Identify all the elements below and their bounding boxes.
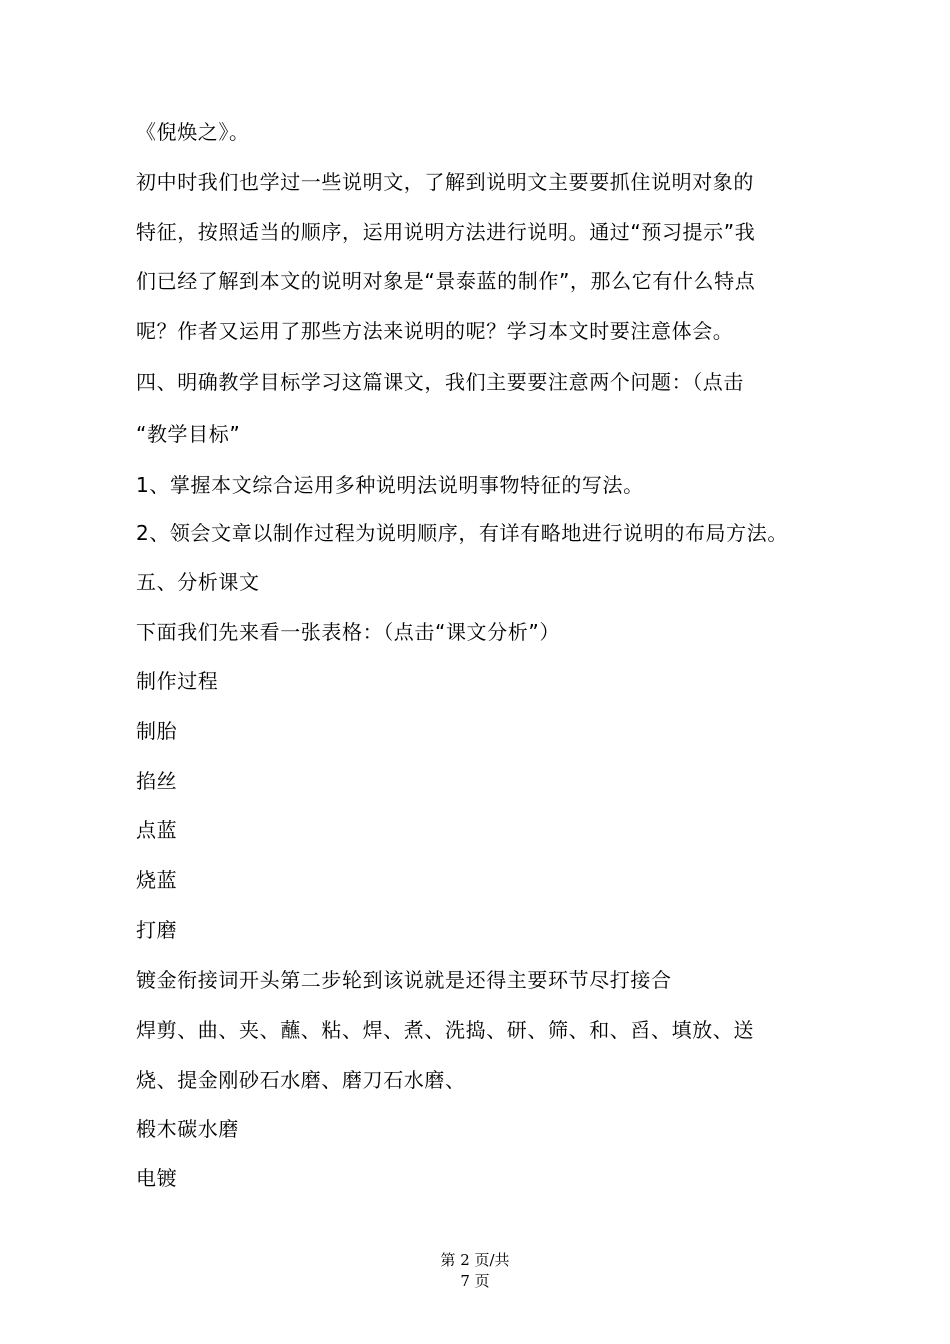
page-number-line-2: 7 页: [460, 1272, 490, 1290]
text-line-1: 《倪焕之》。: [136, 120, 250, 144]
text-line-20: 烧、提金刚砂石水磨、磨刀石水磨、: [136, 1068, 466, 1092]
text-line-5: 呢？作者又运用了那些方法来说明的呢？学习本文时要注意体会。: [136, 319, 734, 343]
text-line-9: 2、领会文章以制作过程为说明顺序，有详有略地进行说明的布局方法。: [136, 521, 788, 545]
text-line-2: 初中时我们也学过一些说明文，了解到说明文主要要抓住说明对象的: [136, 170, 754, 194]
text-line-21: 椴木碳水磨: [136, 1117, 239, 1141]
text-line-4: 们已经了解到本文的说明对象是“景泰蓝的制作”，那么它有什么特点: [136, 269, 756, 293]
text-line-8: 1、掌握本文综合运用多种说明法说明事物特征的写法。: [136, 473, 644, 497]
text-line-19: 焊剪、曲、夹、蘸、粘、焊、煮、洗捣、研、筛、和、舀、填放、送: [136, 1018, 754, 1042]
page-number-line-1: 第 2 页/共: [440, 1251, 510, 1269]
text-line-17: 打磨: [136, 918, 178, 942]
text-line-18: 镀金衔接词开头第二步轮到该说就是还得主要环节尽打接合: [136, 968, 672, 992]
text-line-10: 五、分析课文: [136, 570, 260, 594]
text-line-13: 制胎: [136, 719, 178, 743]
text-line-6: 四、明确教学目标学习这篇课文，我们主要要注意两个问题：（点击: [136, 370, 744, 394]
text-line-16: 烧蓝: [136, 868, 178, 892]
text-line-7: “教学目标”: [136, 422, 241, 446]
text-line-3: 特征，按照适当的顺序，运用说明方法进行说明。通过“预习提示”我: [136, 220, 756, 244]
text-line-12: 制作过程: [136, 669, 219, 693]
text-line-11: 下面我们先来看一张表格：（点击“课文分析”）: [136, 620, 560, 644]
text-line-15: 点蓝: [136, 818, 178, 842]
text-line-14: 掐丝: [136, 769, 178, 793]
text-line-22: 电镀: [136, 1166, 178, 1190]
